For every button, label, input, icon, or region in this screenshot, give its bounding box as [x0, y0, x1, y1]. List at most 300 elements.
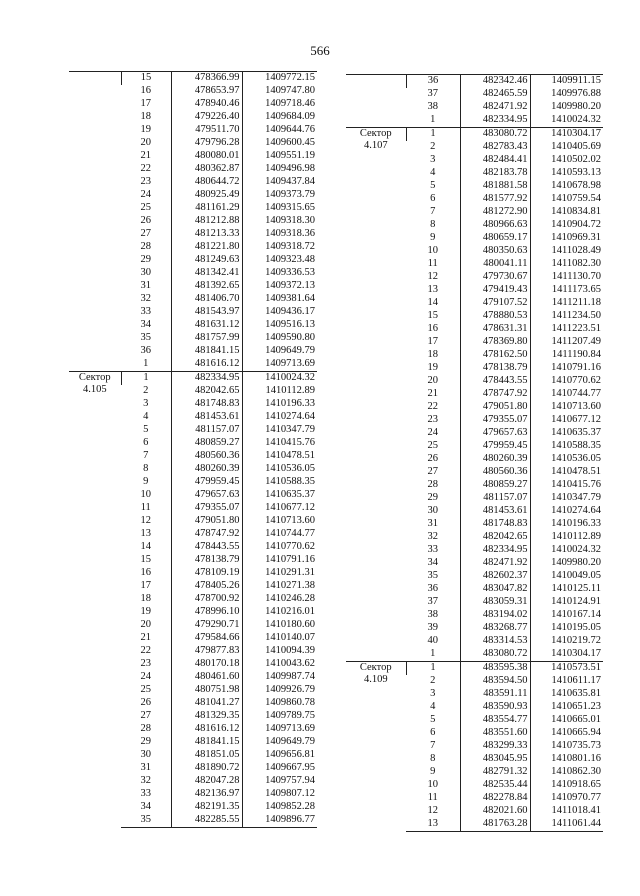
coordinate-y: 1410635.37	[242, 489, 317, 502]
point-number: 30	[140, 267, 151, 278]
point-number: 28	[140, 241, 151, 252]
point-number: 33	[427, 544, 438, 555]
point-number: 35	[427, 570, 438, 581]
coordinate-y: 1409772.15	[242, 72, 317, 86]
point-number: 3	[430, 154, 436, 165]
coordinate-x: 481329.35	[171, 710, 242, 723]
coordinate-y: 1409747.80	[242, 85, 317, 98]
sector-label: Сектор 4.109	[346, 662, 406, 832]
coordinate-x: 479290.71	[171, 619, 242, 632]
coordinate-x: 483591.11	[460, 688, 530, 701]
coordinate-y: 1409373.79	[242, 189, 317, 202]
coordinate-y: 1410043.62	[242, 658, 317, 671]
coordinate-y: 1411211.18	[530, 297, 603, 310]
coordinate-x: 481406.70	[171, 293, 242, 306]
point-number: 32	[427, 531, 438, 542]
point-number: 8	[430, 219, 436, 230]
coordinate-x: 481543.97	[171, 306, 242, 319]
coordinate-y: 1411234.50	[530, 310, 603, 323]
coordinate-x: 481851.05	[171, 749, 242, 762]
coordinate-x: 480170.18	[171, 658, 242, 671]
coordinate-y: 1410536.05	[530, 453, 603, 466]
point-number: 6	[430, 193, 436, 204]
coordinate-x: 482471.92	[460, 557, 530, 570]
coordinate-x: 480350.63	[460, 245, 530, 258]
coordinate-x: 479051.80	[460, 401, 530, 414]
point-number: 12	[140, 515, 151, 526]
coordinate-y: 1410049.05	[530, 570, 603, 583]
coordinate-x: 482465.59	[460, 88, 530, 101]
point-number: 5	[430, 180, 436, 191]
coordinate-x: 482535.44	[460, 779, 530, 792]
point-number: 36	[140, 345, 151, 356]
coordinate-x: 478138.79	[460, 362, 530, 375]
point-number: 28	[427, 479, 438, 490]
coordinate-x: 482136.97	[171, 788, 242, 801]
coordinate-y: 1409600.45	[242, 137, 317, 150]
coordinate-y: 1409649.79	[242, 345, 317, 358]
point-number: 38	[427, 101, 438, 112]
coordinate-x: 481342.41	[171, 267, 242, 280]
table-row	[346, 75, 603, 89]
point-number: 7	[430, 740, 436, 751]
coordinate-x: 483590.93	[460, 701, 530, 714]
point-number: 11	[140, 502, 151, 513]
coordinate-y: 1410140.07	[242, 632, 317, 645]
coordinate-y: 1410216.01	[242, 606, 317, 619]
point-number: 9	[430, 232, 436, 243]
point-number: 14	[140, 541, 151, 552]
coordinate-y: 1411173.65	[530, 284, 603, 297]
coordinate-y: 1410588.35	[530, 440, 603, 453]
coordinate-y: 1410024.32	[530, 114, 603, 128]
coordinate-y: 1410274.64	[530, 505, 603, 518]
point-number: 33	[140, 306, 151, 317]
coordinate-y: 1409757.94	[242, 775, 317, 788]
coordinate-x: 481616.12	[171, 358, 242, 372]
point-number: 37	[427, 88, 438, 99]
point-number: 13	[427, 284, 438, 295]
coordinate-x: 481157.07	[460, 492, 530, 505]
point-number: 25	[427, 440, 438, 451]
point-number: 1	[406, 662, 460, 676]
coordinate-y: 1409649.79	[242, 736, 317, 749]
coordinate-x: 478747.92	[171, 528, 242, 541]
point-number: 24	[140, 189, 151, 200]
coordinate-x: 478138.79	[171, 554, 242, 567]
coordinate-x: 481616.12	[171, 723, 242, 736]
coordinate-y: 1411028.49	[530, 245, 603, 258]
coordinate-y: 1410024.32	[530, 544, 603, 557]
coordinate-x: 482484.41	[460, 154, 530, 167]
coordinate-y: 1410478.51	[242, 450, 317, 463]
point-number: 17	[140, 580, 151, 591]
coordinate-y: 1409516.13	[242, 319, 317, 332]
point-number: 38	[427, 609, 438, 620]
point-number: 25	[140, 202, 151, 213]
point-number: 10	[427, 779, 438, 790]
point-number: 18	[427, 349, 438, 360]
coordinate-y: 1411207.49	[530, 336, 603, 349]
coordinate-y: 1410180.60	[242, 619, 317, 632]
coordinate-x: 482602.37	[460, 570, 530, 583]
coordinate-y: 1410094.39	[242, 645, 317, 658]
coordinate-x: 481881.58	[460, 180, 530, 193]
coordinate-y: 1409315.65	[242, 202, 317, 215]
point-number: 37	[427, 596, 438, 607]
coordinate-y: 1410573.51	[530, 662, 603, 676]
point-number: 24	[427, 427, 438, 438]
coordinate-y: 1409372.13	[242, 280, 317, 293]
coordinate-y: 1409436.17	[242, 306, 317, 319]
point-number: 32	[140, 775, 151, 786]
coordinate-y: 1410124.91	[530, 596, 603, 609]
coordinate-x: 482342.46	[460, 75, 530, 89]
coordinate-y: 1409656.81	[242, 749, 317, 762]
coordinate-y: 1410651.23	[530, 701, 603, 714]
point-number: 27	[140, 228, 151, 239]
coordinate-x: 479584.66	[171, 632, 242, 645]
coordinate-y: 1411082.30	[530, 258, 603, 271]
point-number: 17	[140, 98, 151, 109]
coordinate-x: 481577.92	[460, 193, 530, 206]
coordinate-x: 481157.07	[171, 424, 242, 437]
point-number: 27	[140, 710, 151, 721]
coordinate-x: 482334.95	[460, 544, 530, 557]
point-number: 2	[430, 675, 436, 686]
point-number: 26	[140, 697, 151, 708]
point-number: 7	[430, 206, 436, 217]
coordinate-x: 482191.35	[171, 801, 242, 814]
coordinate-x: 478443.55	[171, 541, 242, 554]
coordinate-y: 1409323.48	[242, 254, 317, 267]
point-number: 18	[140, 593, 151, 604]
coordinate-y: 1410665.94	[530, 727, 603, 740]
coordinate-y: 1409437.84	[242, 176, 317, 189]
point-number: 1	[430, 114, 436, 125]
coordinate-y: 1410770.62	[530, 375, 603, 388]
coordinate-y: 1409318.72	[242, 241, 317, 254]
coordinate-y: 1410593.13	[530, 167, 603, 180]
coordinate-x: 482471.92	[460, 101, 530, 114]
sector-label: Сектор 4.105	[69, 372, 121, 828]
point-number: 15	[427, 310, 438, 321]
coordinate-x: 479877.83	[171, 645, 242, 658]
coordinate-x: 479226.40	[171, 111, 242, 124]
point-number: 21	[427, 388, 438, 399]
point-number: 36	[427, 583, 438, 594]
coordinate-x: 482334.95	[171, 372, 242, 386]
point-number: 16	[427, 323, 438, 334]
point-number: 16	[140, 85, 151, 96]
point-number: 20	[140, 619, 151, 630]
coordinate-y: 1410291.31	[242, 567, 317, 580]
coordinate-x: 478369.80	[460, 336, 530, 349]
coordinate-x: 480260.39	[460, 453, 530, 466]
coordinate-x: 483551.60	[460, 727, 530, 740]
coordinate-x: 480751.98	[171, 684, 242, 697]
point-number: 19	[427, 362, 438, 373]
point-number: 12	[427, 271, 438, 282]
coordinate-y: 1409980.20	[530, 557, 603, 570]
coordinate-x: 482285.55	[171, 814, 242, 828]
coordinate-y: 1409896.77	[242, 814, 317, 828]
coordinate-x: 483045.95	[460, 753, 530, 766]
coordinate-x: 481041.27	[171, 697, 242, 710]
coordinate-y: 1410744.77	[242, 528, 317, 541]
coordinate-x: 478109.19	[171, 567, 242, 580]
coordinate-x: 481212.88	[171, 215, 242, 228]
point-number: 29	[140, 254, 151, 265]
coordinate-y: 1410167.14	[530, 609, 603, 622]
coordinate-x: 478443.55	[460, 375, 530, 388]
coordinate-y: 1409987.74	[242, 671, 317, 684]
point-number: 8	[430, 753, 436, 764]
point-number: 29	[427, 492, 438, 503]
coordinate-x: 480080.01	[171, 150, 242, 163]
coordinate-x: 480362.87	[171, 163, 242, 176]
point-number: 7	[143, 450, 149, 461]
point-number: 9	[143, 476, 149, 487]
coordinate-x: 480966.63	[460, 219, 530, 232]
point-number: 26	[427, 453, 438, 464]
coordinate-x: 483554.77	[460, 714, 530, 727]
point-number: 4	[143, 411, 149, 422]
coordinate-y: 1409807.12	[242, 788, 317, 801]
point-number: 21	[140, 632, 151, 643]
point-number: 36	[406, 75, 460, 89]
coordinate-x: 481841.15	[171, 736, 242, 749]
coordinate-x: 478366.99	[171, 72, 242, 86]
coordinate-x: 480644.72	[171, 176, 242, 189]
coordinate-x: 480260.39	[171, 463, 242, 476]
coordinate-y: 1410759.54	[530, 193, 603, 206]
coordinate-x: 479355.07	[460, 414, 530, 427]
point-number: 17	[427, 336, 438, 347]
coordinate-y: 1410713.60	[530, 401, 603, 414]
coordinate-x: 482791.32	[460, 766, 530, 779]
point-number: 11	[427, 792, 438, 803]
point-number: 35	[140, 332, 151, 343]
coordinate-y: 1410196.33	[242, 398, 317, 411]
point-number: 11	[427, 258, 438, 269]
coordinate-y: 1409667.95	[242, 762, 317, 775]
coordinate-y: 1409852.28	[242, 801, 317, 814]
point-number: 3	[430, 688, 436, 699]
coordinate-x: 478880.53	[460, 310, 530, 323]
point-number: 40	[427, 635, 438, 646]
coordinate-y: 1410918.65	[530, 779, 603, 792]
coordinate-y: 1409713.69	[242, 723, 317, 736]
point-number: 31	[427, 518, 438, 529]
point-number: 19	[140, 606, 151, 617]
point-number: 35	[121, 814, 171, 828]
coordinate-x: 481453.61	[171, 411, 242, 424]
point-number: 23	[140, 176, 151, 187]
table-row	[346, 662, 603, 676]
coordinate-y: 1409980.20	[530, 101, 603, 114]
point-number: 14	[427, 297, 438, 308]
coordinate-y: 1409644.76	[242, 124, 317, 137]
coordinate-y: 1410665.01	[530, 714, 603, 727]
coordinate-y: 1411223.51	[530, 323, 603, 336]
coordinate-x: 478700.92	[171, 593, 242, 606]
point-number: 16	[140, 567, 151, 578]
coordinate-y: 1410196.33	[530, 518, 603, 531]
coordinate-y: 1410791.16	[242, 554, 317, 567]
point-number: 1	[430, 648, 436, 659]
point-number: 31	[140, 280, 151, 291]
coordinate-x: 483594.50	[460, 675, 530, 688]
coordinate-x: 480859.27	[171, 437, 242, 450]
coordinate-y: 1410970.77	[530, 792, 603, 805]
point-number: 13	[406, 818, 460, 832]
coordinate-y: 1409789.75	[242, 710, 317, 723]
coordinate-x: 479107.52	[460, 297, 530, 310]
coordinate-x: 482042.65	[171, 385, 242, 398]
coordinate-y: 1410271.38	[242, 580, 317, 593]
sector-label	[69, 72, 121, 372]
point-number: 1	[406, 128, 460, 142]
point-number: 23	[140, 658, 151, 669]
coordinate-y: 1410347.79	[242, 424, 317, 437]
coordinate-y: 1409926.79	[242, 684, 317, 697]
point-number: 4	[430, 167, 436, 178]
coordinate-x: 478996.10	[171, 606, 242, 619]
point-number: 6	[430, 727, 436, 738]
coordinate-x: 483080.72	[460, 648, 530, 662]
coordinate-y: 1410635.37	[530, 427, 603, 440]
coordinate-x: 481763.28	[460, 818, 530, 832]
coordinate-y: 1411061.44	[530, 818, 603, 832]
coordinate-y: 1410536.05	[242, 463, 317, 476]
point-number: 22	[427, 401, 438, 412]
coordinate-y: 1410415.76	[530, 479, 603, 492]
point-number: 24	[140, 671, 151, 682]
point-number: 34	[140, 319, 151, 330]
coordinate-y: 1410834.81	[530, 206, 603, 219]
coordinate-y: 1409590.80	[242, 332, 317, 345]
point-number: 30	[427, 505, 438, 516]
coordinates-table-left	[69, 71, 317, 828]
point-number: 10	[140, 489, 151, 500]
point-number: 4	[430, 701, 436, 712]
table-row	[346, 128, 603, 142]
coordinate-x: 481213.33	[171, 228, 242, 241]
coordinate-x: 482183.78	[460, 167, 530, 180]
coordinate-y: 1411018.41	[530, 805, 603, 818]
coordinate-y: 1410304.17	[530, 128, 603, 142]
coordinate-y: 1410246.28	[242, 593, 317, 606]
coordinate-x: 483595.38	[460, 662, 530, 676]
coordinate-y: 1410347.79	[530, 492, 603, 505]
coordinate-y: 1410678.98	[530, 180, 603, 193]
table-row	[69, 72, 317, 86]
point-number: 10	[427, 245, 438, 256]
page-number: 566	[310, 43, 330, 58]
coordinate-y: 1410405.69	[530, 141, 603, 154]
coordinate-y: 1410791.16	[530, 362, 603, 375]
point-number: 18	[140, 111, 151, 122]
point-number: 34	[140, 801, 151, 812]
coordinate-y: 1410801.16	[530, 753, 603, 766]
coordinate-y: 1410904.72	[530, 219, 603, 232]
coordinate-x: 478653.97	[171, 85, 242, 98]
point-number: 6	[143, 437, 149, 448]
coordinate-x: 483314.53	[460, 635, 530, 648]
coordinate-y: 1409381.64	[242, 293, 317, 306]
point-number: 33	[140, 788, 151, 799]
coordinate-y: 1409713.69	[242, 358, 317, 372]
coordinate-y: 1409318.30	[242, 215, 317, 228]
point-number: 2	[430, 141, 436, 152]
coordinate-y: 1410635.81	[530, 688, 603, 701]
coordinate-y: 1410969.31	[530, 232, 603, 245]
coordinate-y: 1409860.78	[242, 697, 317, 710]
coordinates-table-right	[346, 74, 603, 832]
coordinate-y: 1409551.19	[242, 150, 317, 163]
point-number: 22	[140, 163, 151, 174]
coordinate-x: 483299.33	[460, 740, 530, 753]
point-number: 19	[140, 124, 151, 135]
point-number: 30	[140, 749, 151, 760]
point-number: 28	[140, 723, 151, 734]
coordinate-x: 481748.83	[171, 398, 242, 411]
coordinate-y: 1409976.88	[530, 88, 603, 101]
point-number: 22	[140, 645, 151, 656]
point-number: 20	[427, 375, 438, 386]
coordinate-x: 481841.15	[171, 345, 242, 358]
coordinate-y: 1409718.46	[242, 98, 317, 111]
point-number: 1	[143, 358, 149, 369]
coordinate-x: 481272.90	[460, 206, 530, 219]
point-number: 15	[121, 72, 171, 86]
coordinate-y: 1410677.12	[242, 502, 317, 515]
coordinate-x: 482047.28	[171, 775, 242, 788]
point-number: 26	[140, 215, 151, 226]
point-number: 29	[140, 736, 151, 747]
point-number: 9	[430, 766, 436, 777]
coordinate-x: 479657.63	[460, 427, 530, 440]
point-number: 39	[427, 622, 438, 633]
coordinate-x: 482334.95	[460, 114, 530, 128]
coordinate-y: 1410024.32	[242, 372, 317, 386]
coordinate-y: 1410304.17	[530, 648, 603, 662]
coordinate-y: 1410770.62	[242, 541, 317, 554]
point-number: 5	[143, 424, 149, 435]
coordinate-x: 481890.72	[171, 762, 242, 775]
coordinate-y: 1410502.02	[530, 154, 603, 167]
point-number: 2	[143, 385, 149, 396]
coordinate-y: 1410219.72	[530, 635, 603, 648]
coordinate-x: 478405.26	[171, 580, 242, 593]
coordinate-x: 480859.27	[460, 479, 530, 492]
coordinate-x: 481392.65	[171, 280, 242, 293]
coordinate-x: 480560.36	[460, 466, 530, 479]
coordinate-y: 1410744.77	[530, 388, 603, 401]
coordinate-x: 480560.36	[171, 450, 242, 463]
coordinate-x: 481249.63	[171, 254, 242, 267]
point-number: 15	[140, 554, 151, 565]
sector-label: Сектор 4.107	[346, 128, 406, 662]
coordinate-x: 479511.70	[171, 124, 242, 137]
coordinate-x: 479051.80	[171, 515, 242, 528]
coordinate-x: 481221.80	[171, 241, 242, 254]
coordinate-y: 1410611.17	[530, 675, 603, 688]
coordinate-y: 1410588.35	[242, 476, 317, 489]
coordinate-y: 1409684.09	[242, 111, 317, 124]
coordinate-x: 482021.60	[460, 805, 530, 818]
